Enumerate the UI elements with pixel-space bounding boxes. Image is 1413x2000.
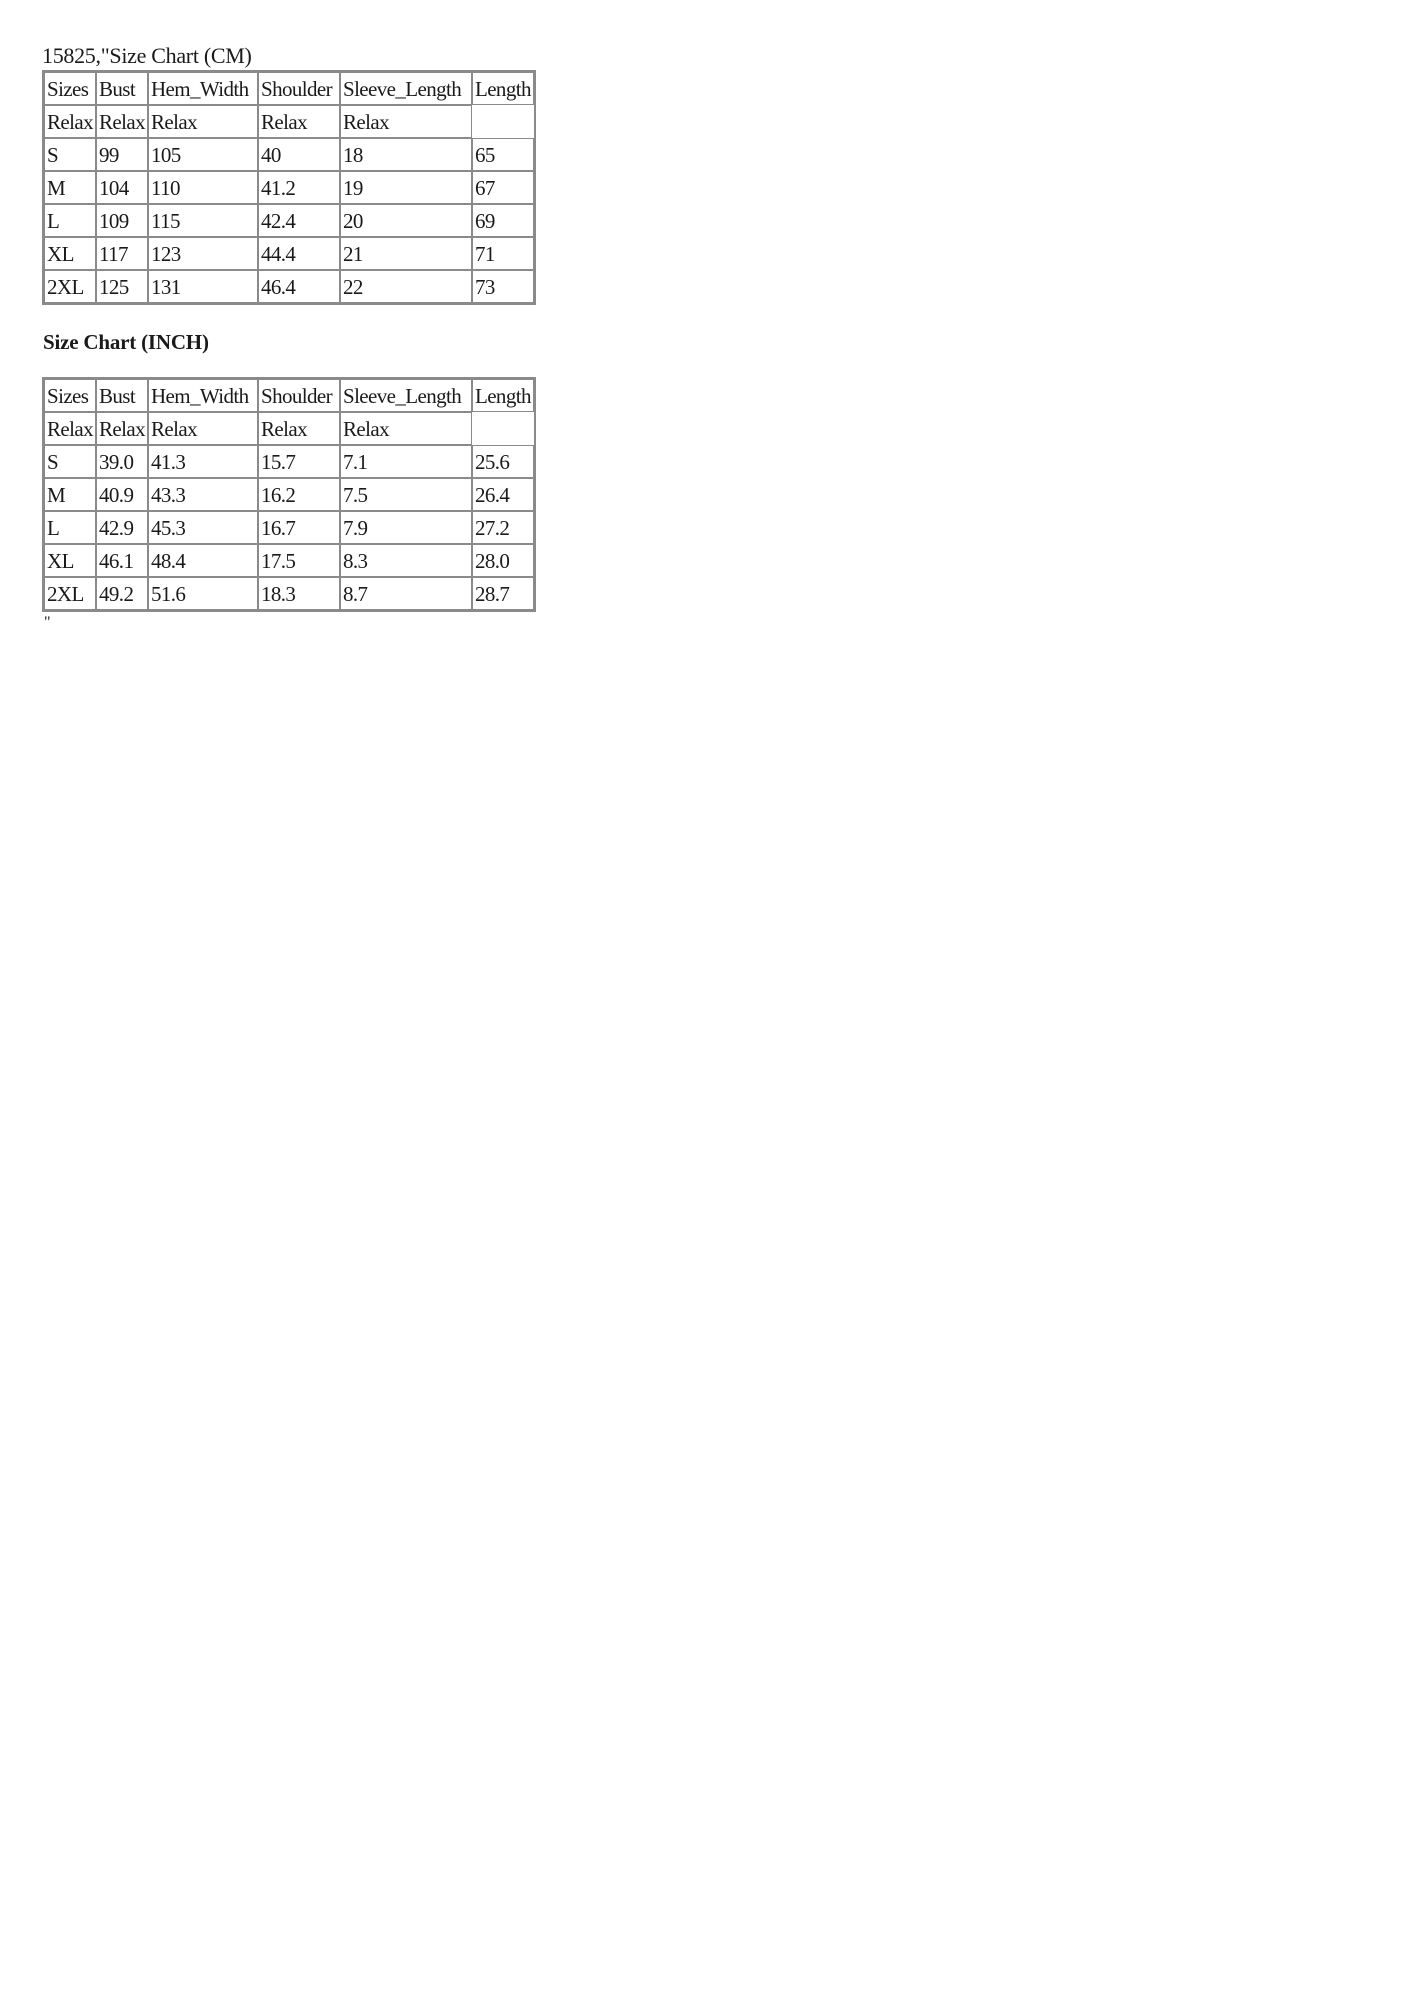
value-cell: 115 <box>148 204 258 237</box>
value-cell: 42.9 <box>96 511 148 544</box>
table-row <box>44 511 534 544</box>
size-chart-document <box>42 42 536 632</box>
value-cell: 123 <box>148 237 258 270</box>
value-cell: 7.5 <box>340 478 472 511</box>
value-cell: 15.7 <box>258 445 340 478</box>
table-row <box>44 237 534 270</box>
size-cell: S <box>44 445 96 478</box>
value-cell: 8.7 <box>340 577 472 610</box>
value-cell: 18.3 <box>258 577 340 610</box>
cm-size-table <box>42 70 536 305</box>
value-cell: 26.4 <box>472 478 534 511</box>
value-cell: 28.0 <box>472 544 534 577</box>
fit-cell: Relax <box>148 412 258 445</box>
header-cell: Sizes <box>44 379 96 412</box>
value-cell: 40.9 <box>96 478 148 511</box>
size-cell: XL <box>44 544 96 577</box>
value-cell: 45.3 <box>148 511 258 544</box>
size-cell: S <box>44 138 96 171</box>
header-cell: Sizes <box>44 72 96 105</box>
value-cell: 73 <box>472 270 534 303</box>
value-cell: 105 <box>148 138 258 171</box>
closing-quote: " <box>44 614 51 631</box>
table-row <box>44 445 534 478</box>
table-row <box>44 204 534 237</box>
value-cell: 20 <box>340 204 472 237</box>
value-cell: 41.3 <box>148 445 258 478</box>
value-cell: 44.4 <box>258 237 340 270</box>
value-cell: 109 <box>96 204 148 237</box>
value-cell: 71 <box>472 237 534 270</box>
value-cell: 7.9 <box>340 511 472 544</box>
fit-cell: Relax <box>258 105 340 138</box>
table-header-row <box>44 72 534 105</box>
fit-cell: Relax <box>44 105 96 138</box>
inch-size-table <box>42 377 536 612</box>
table-row <box>44 577 534 610</box>
value-cell: 27.2 <box>472 511 534 544</box>
header-cell: Shoulder <box>258 379 340 412</box>
size-cell: M <box>44 171 96 204</box>
fit-cell: Relax <box>340 412 472 445</box>
table-row <box>44 544 534 577</box>
header-cell: Sleeve_Length <box>340 72 472 105</box>
table-row <box>44 171 534 204</box>
value-cell: 131 <box>148 270 258 303</box>
value-cell: 7.1 <box>340 445 472 478</box>
header-cell: Hem_Width <box>148 72 258 105</box>
fit-cell: Relax <box>258 412 340 445</box>
size-cell: XL <box>44 237 96 270</box>
fit-cell-empty <box>472 412 534 445</box>
value-cell: 16.7 <box>258 511 340 544</box>
value-cell: 104 <box>96 171 148 204</box>
header-cell: Bust <box>96 379 148 412</box>
size-cell: 2XL <box>44 577 96 610</box>
header-cell: Length <box>472 379 534 412</box>
value-cell: 69 <box>472 204 534 237</box>
value-cell: 46.1 <box>96 544 148 577</box>
value-cell: 46.4 <box>258 270 340 303</box>
fit-cell: Relax <box>44 412 96 445</box>
inch-chart-title: Size Chart (INCH) <box>43 330 209 354</box>
value-cell: 18 <box>340 138 472 171</box>
size-cell: L <box>44 204 96 237</box>
value-cell: 41.2 <box>258 171 340 204</box>
value-cell: 17.5 <box>258 544 340 577</box>
value-cell: 51.6 <box>148 577 258 610</box>
size-cell: 2XL <box>44 270 96 303</box>
fit-row <box>44 105 534 138</box>
fit-cell-empty <box>472 105 534 138</box>
value-cell: 49.2 <box>96 577 148 610</box>
value-cell: 40 <box>258 138 340 171</box>
value-cell: 67 <box>472 171 534 204</box>
header-cell: Hem_Width <box>148 379 258 412</box>
header-cell: Bust <box>96 72 148 105</box>
value-cell: 16.2 <box>258 478 340 511</box>
header-cell: Length <box>472 72 534 105</box>
header-cell: Shoulder <box>258 72 340 105</box>
value-cell: 42.4 <box>258 204 340 237</box>
value-cell: 110 <box>148 171 258 204</box>
header-cell: Sleeve_Length <box>340 379 472 412</box>
fit-cell: Relax <box>96 412 148 445</box>
value-cell: 99 <box>96 138 148 171</box>
value-cell: 48.4 <box>148 544 258 577</box>
fit-cell: Relax <box>96 105 148 138</box>
value-cell: 28.7 <box>472 577 534 610</box>
value-cell: 8.3 <box>340 544 472 577</box>
value-cell: 21 <box>340 237 472 270</box>
table-row <box>44 478 534 511</box>
value-cell: 25.6 <box>472 445 534 478</box>
value-cell: 65 <box>472 138 534 171</box>
value-cell: 19 <box>340 171 472 204</box>
table-header-row <box>44 379 534 412</box>
value-cell: 117 <box>96 237 148 270</box>
table-row <box>44 138 534 171</box>
cm-chart-title: 15825,"Size Chart (CM) <box>42 43 252 68</box>
table-row <box>44 270 534 303</box>
value-cell: 125 <box>96 270 148 303</box>
size-cell: L <box>44 511 96 544</box>
fit-cell: Relax <box>148 105 258 138</box>
value-cell: 22 <box>340 270 472 303</box>
size-cell: M <box>44 478 96 511</box>
value-cell: 43.3 <box>148 478 258 511</box>
value-cell: 39.0 <box>96 445 148 478</box>
fit-cell: Relax <box>340 105 472 138</box>
fit-row <box>44 412 534 445</box>
